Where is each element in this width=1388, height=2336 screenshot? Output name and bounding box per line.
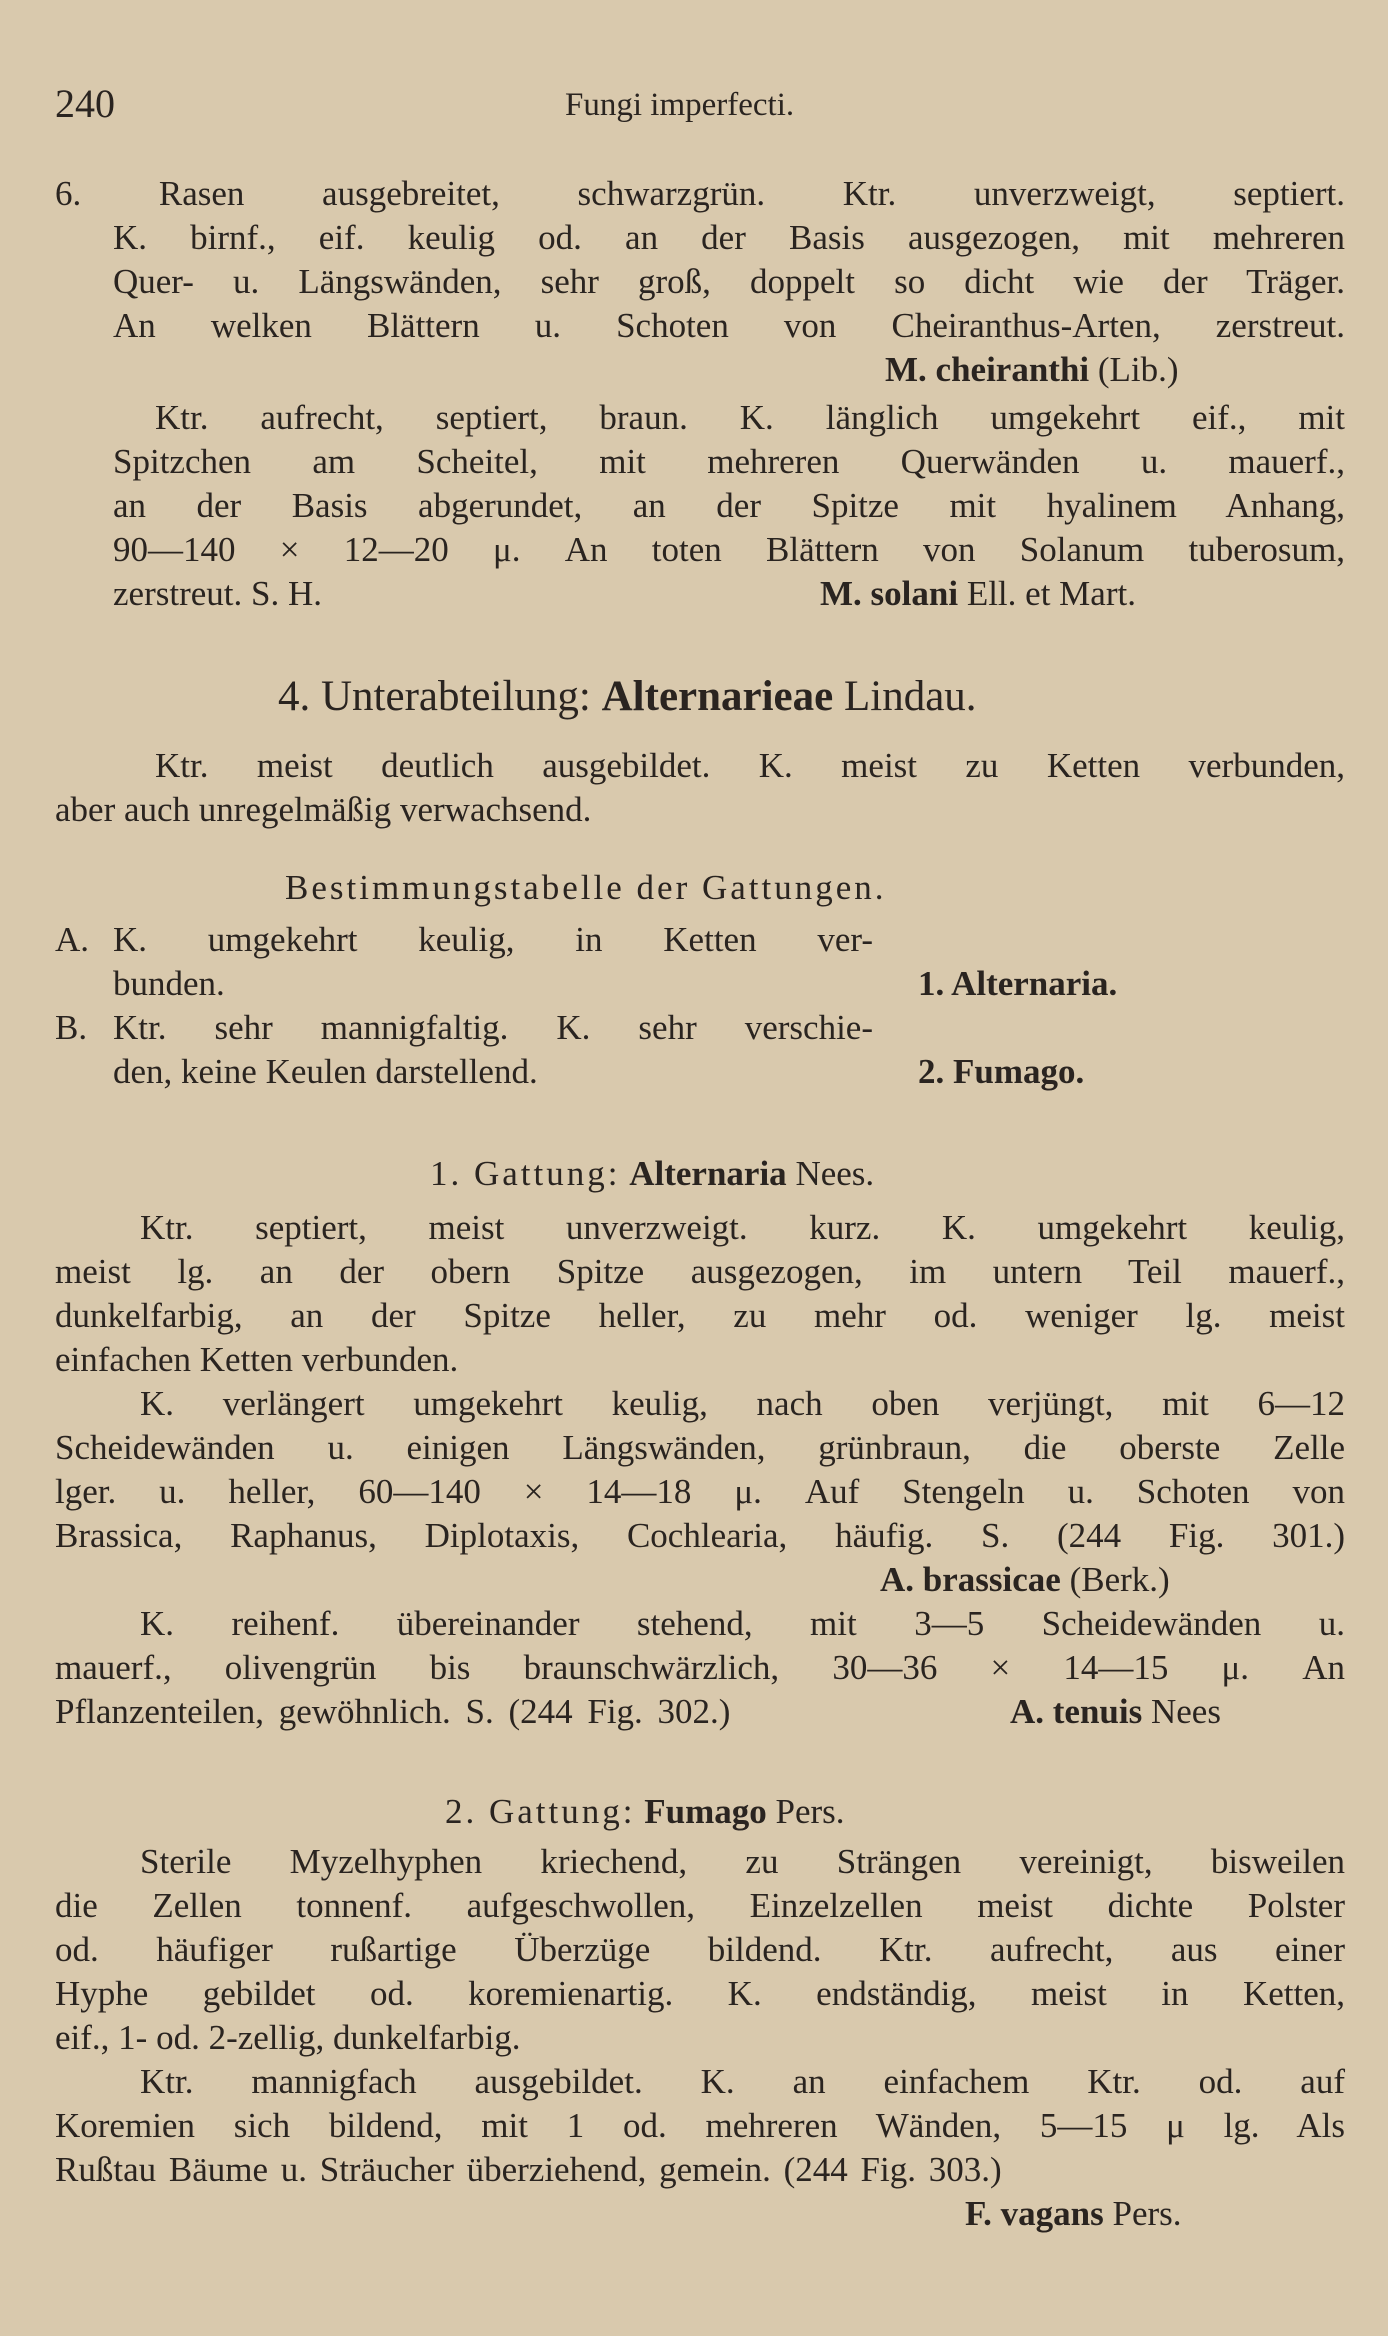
fumago-p2-line1: Ktr. mannigfach ausgebildet. K. an einfachem Ktr. od. auf (140, 2062, 1345, 2101)
species-solani (820, 572, 1136, 616)
heading-author: Lindau. (843, 673, 977, 720)
alternaria-p3-line1: K. reihenf. übereinander stehend, mit 3—5 Scheidewänden u. (140, 1604, 1345, 1643)
heading-name: Alternaria (629, 1154, 787, 1193)
fumago-p1-line4: Hyphe gebildet od. koremienartig. K. endständig, meist in Ketten, (55, 1974, 1345, 2013)
key-b-line1: Ktr. sehr mannigfaltig. K. sehr verschie- (113, 1008, 873, 1047)
key-a-result: 1. Alternaria. (918, 964, 1118, 1003)
alternaria-heading (430, 1152, 874, 1196)
species-author: (Lib.) (1097, 350, 1179, 389)
alternaria-p1-line4: einfachen Ketten verbunden. (55, 1340, 459, 1379)
entry6-line3: Quer- u. Längswänden, sehr groß, doppelt so dicht wie der Träger. (113, 262, 1345, 301)
species-name: A. brassicae (880, 1560, 1061, 1599)
heading-prefix: 1. Gattung: (430, 1154, 621, 1193)
subdivision-heading (278, 672, 977, 721)
solani-line4: 90—140 × 12—20 μ. An toten Blättern von Solanum tuberosum, (113, 530, 1345, 569)
alternaria-p3-line3: Pflanzenteilen, gewöhnlich. S. (244 Fig. 302.) (55, 1692, 731, 1731)
entry6-line2: K. birnf., eif. keulig od. an der Basis ausgezogen, mit mehreren (113, 218, 1345, 257)
heading-prefix: 2. Gattung: (445, 1792, 636, 1831)
species-vagans (965, 2192, 1182, 2236)
species-name: A. tenuis (1010, 1692, 1143, 1731)
key-table-title: Bestimmungstabelle der Gattungen. (285, 868, 887, 907)
fumago-heading (445, 1790, 845, 1834)
fumago-p1-line3: od. häufiger rußartige Überzüge bildend. Ktr. aufrecht, aus einer (55, 1930, 1345, 1969)
running-title: Fungi imperfecti. (565, 87, 795, 123)
subdivision-text-line2: aber auch unregelmäßig verwachsend. (55, 790, 592, 829)
species-author: Ell. et Mart. (966, 574, 1136, 613)
fumago-p2-line2: Koremien sich bildend, mit 1 od. mehreren Wänden, 5—15 μ lg. Als (55, 2106, 1345, 2145)
fumago-p1-line1: Sterile Myzelhyphen kriechend, zu Strängen vereinigt, bisweilen (140, 1842, 1345, 1881)
entry6-line4: An welken Blättern u. Schoten von Cheiranthus-Arten, zerstreut. (113, 306, 1345, 345)
species-author: Pers. (1112, 2194, 1182, 2233)
alternaria-p3-line2: mauerf., olivengrün bis braunschwärzlich, 30—36 × 14—15 μ. An (55, 1648, 1345, 1687)
heading-prefix: 4. Unterabteilung: (278, 673, 591, 720)
key-b-line2: den, keine Keulen darstellend. (113, 1052, 538, 1091)
solani-line3: an der Basis abgerundet, an der Spitze mit hyalinem Anhang, (113, 486, 1345, 525)
key-b-result: 2. Fumago. (918, 1052, 1085, 1091)
solani-line2: Spitzchen am Scheitel, mit mehreren Querwänden u. mauerf., (113, 442, 1345, 481)
alternaria-p1-line2: meist lg. an der obern Spitze ausgezogen, im untern Teil mauerf., (55, 1252, 1345, 1291)
heading-author: Nees. (795, 1154, 875, 1193)
species-name: F. vagans (965, 2194, 1104, 2233)
alternaria-p1-line1: Ktr. septiert, meist unverzweigt. kurz. K. umgekehrt keulig, (140, 1208, 1345, 1247)
species-cheiranthi (885, 350, 1179, 390)
key-a-label: A. (55, 920, 90, 959)
species-tenuis (1010, 1690, 1221, 1734)
alternaria-p2-line1: K. verlängert umgekehrt keulig, nach oben verjüngt, mit 6—12 (140, 1384, 1345, 1423)
subdivision-text-line1: Ktr. meist deutlich ausgebildet. K. meist zu Ketten verbunden, (155, 746, 1345, 785)
heading-author: Pers. (775, 1792, 845, 1831)
species-name: M. solani (820, 574, 959, 613)
species-author: Nees (1151, 1692, 1221, 1731)
fumago-p1-line2: die Zellen tonnenf. aufgeschwollen, Einzelzellen meist dichte Polster (55, 1886, 1345, 1925)
heading-name: Alternarieae (601, 673, 834, 720)
page-number: 240 (55, 81, 115, 126)
entry6-line1: 6. Rasen ausgebreitet, schwarzgrün. Ktr. unverzweigt, septiert. (55, 174, 1345, 213)
key-a-line1: K. umgekehrt keulig, in Ketten ver- (113, 920, 873, 959)
fumago-p1-line5: eif., 1- od. 2-zellig, dunkelfarbig. (55, 2018, 521, 2057)
species-brassicae (880, 1558, 1170, 1602)
solani-line1: Ktr. aufrecht, septiert, braun. K. länglich umgekehrt eif., mit (155, 398, 1345, 437)
alternaria-p2-line2: Scheidewänden u. einigen Längswänden, grünbraun, die oberste Zelle (55, 1428, 1345, 1467)
alternaria-p2-line3: lger. u. heller, 60—140 × 14—18 μ. Auf Stengeln u. Schoten von (55, 1472, 1345, 1511)
solani-line5: zerstreut. S. H. (113, 574, 322, 613)
alternaria-p1-line3: dunkelfarbig, an der Spitze heller, zu mehr od. weniger lg. meist (55, 1296, 1345, 1335)
fumago-p2-line3: Rußtau Bäume u. Sträucher überziehend, gemein. (244 Fig. 303.) (55, 2150, 1002, 2189)
heading-name: Fumago (644, 1792, 767, 1831)
species-name: M. cheiranthi (885, 350, 1090, 389)
key-b-label: B. (55, 1008, 88, 1047)
species-author: (Berk.) (1069, 1560, 1170, 1599)
alternaria-p2-line4: Brassica, Raphanus, Diplotaxis, Cochlearia, häufig. S. (244 Fig. 301.) (55, 1516, 1345, 1555)
key-a-line2: bunden. (113, 964, 225, 1003)
